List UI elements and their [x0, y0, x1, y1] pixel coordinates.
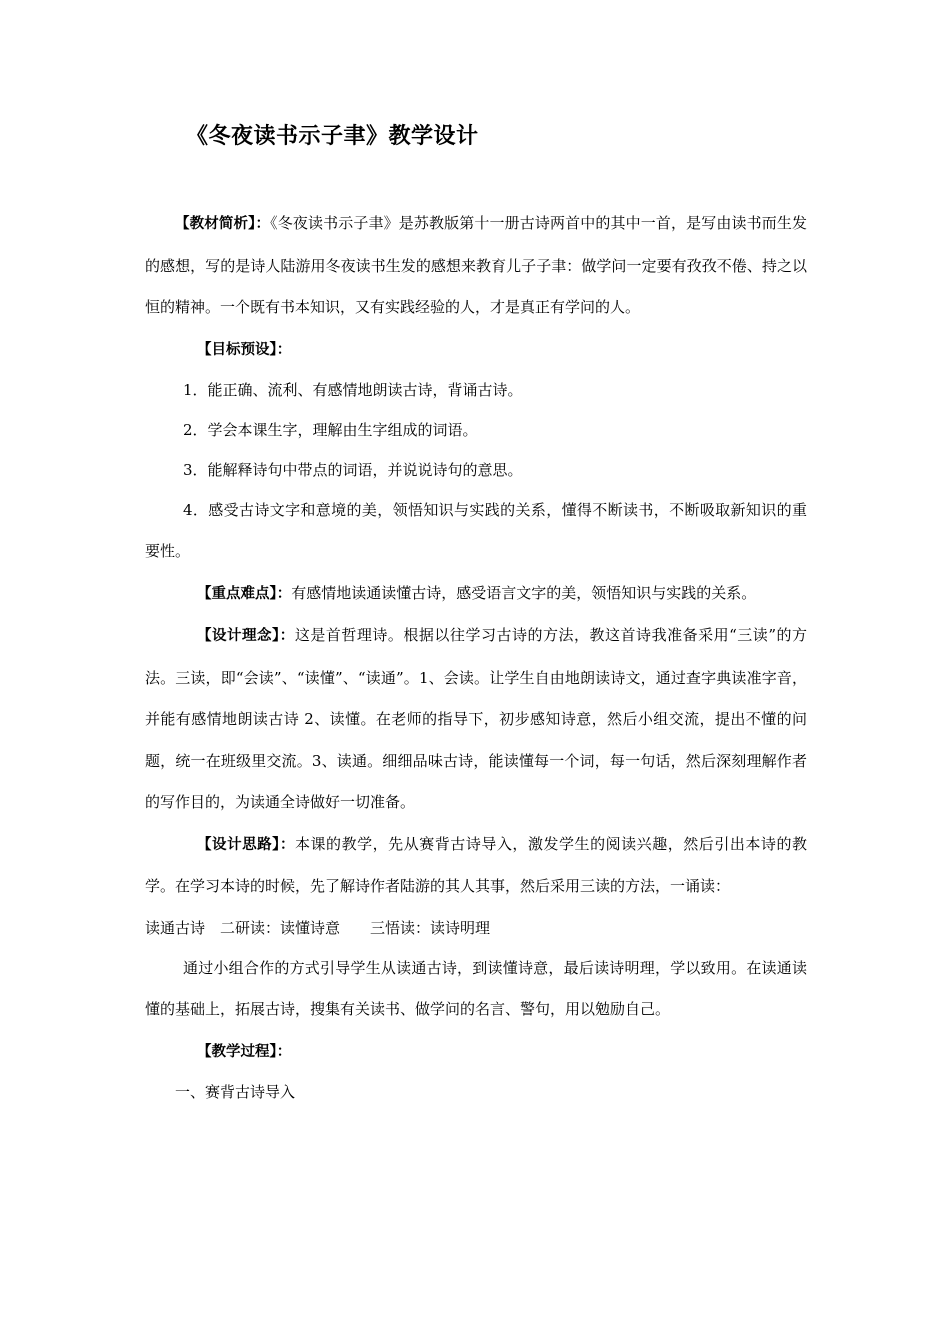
keypoints-paragraph	[145, 573, 807, 616]
approach-steps: 读通古诗 二研读：读懂诗意 三悟读：读诗明理	[145, 918, 491, 937]
process-step-1: 一、赛背古诗导入	[175, 1082, 296, 1101]
process-heading: 【教学过程】：	[197, 1043, 292, 1060]
goal-item-2: 2．学会本课生字，理解由生字组成的词语。	[183, 420, 478, 439]
goals-heading: 【目标预设】：	[197, 341, 292, 358]
goal-item-1: 1．能正确、流利、有感情地朗读古诗，背诵古诗。	[183, 380, 523, 399]
keypoints-text: 有感情地读通读懂古诗，感受语言文字的美，领悟知识与实践的关系。	[291, 583, 757, 602]
concept-heading: 【设计理念】：	[197, 628, 295, 644]
document-body	[145, 203, 807, 1112]
concept-text: 这是首哲理诗。根据以往学习古诗的方法，教这首诗我准备采用“三读”的方法。三读，即“会读”、“读懂”、“读通”。1、会读。让学生自由地朗读诗文，通过查字典读准字音，并能有感情地朗读古诗 2、读懂。在老师的指导下，初步感知诗意，然后小组交流，提出不懂的问题，统一在班级里交流。3、读通。细细品味古诗，能读懂每一个词，每一句话，然后深刻理解作者的写作目的，为读通全诗做好一切准备。	[145, 626, 808, 811]
goals-paragraph	[145, 329, 807, 370]
analysis-text: 《冬夜读书示子聿》是苏教版第十一册古诗两首中的其中一首，是写由读书而生发的感想，写的是诗人陆游用冬夜读书生发的感想来教育儿子子聿：做学问一定要有孜孜不倦、持之以恒的精神。一个既有书本知识，又有实践经验的人，才是真正有学问的人。	[145, 214, 807, 316]
approach-summary: 通过小组合作的方式引导学生从读通古诗，到读懂诗意，最后读诗明理，学以致用。在读通读懂的基础上，拓展古诗，搜集有关读书、做学问的名言、警句，用以勉励自己。	[145, 958, 807, 1018]
document-title: 《冬夜读书示子聿》教学设计	[186, 124, 479, 149]
goal-item-3: 3．能解释诗句中带点的词语，并说说诗句的意思。	[183, 460, 523, 479]
process-paragraph	[145, 1031, 807, 1072]
analysis-paragraph	[145, 203, 807, 329]
approach-paragraph	[145, 824, 807, 908]
concept-paragraph	[145, 615, 807, 824]
approach-heading: 【设计思路】：	[197, 836, 295, 853]
approach-text: 本课的教学，先从赛背古诗导入，激发学生的阅读兴趣，然后引出本诗的教学。在学习本诗的时候，先了解诗作者陆游的其人其事，然后采用三读的方法，一诵读：	[145, 834, 808, 895]
goal-item-4: 4．感受古诗文字和意境的美，领悟知识与实践的关系，懂得不断读书，不断吸取新知识的重要性。	[145, 500, 807, 560]
analysis-heading: 【教材简析】：	[175, 216, 271, 232]
keypoints-heading: 【重点难点】：	[197, 585, 292, 602]
